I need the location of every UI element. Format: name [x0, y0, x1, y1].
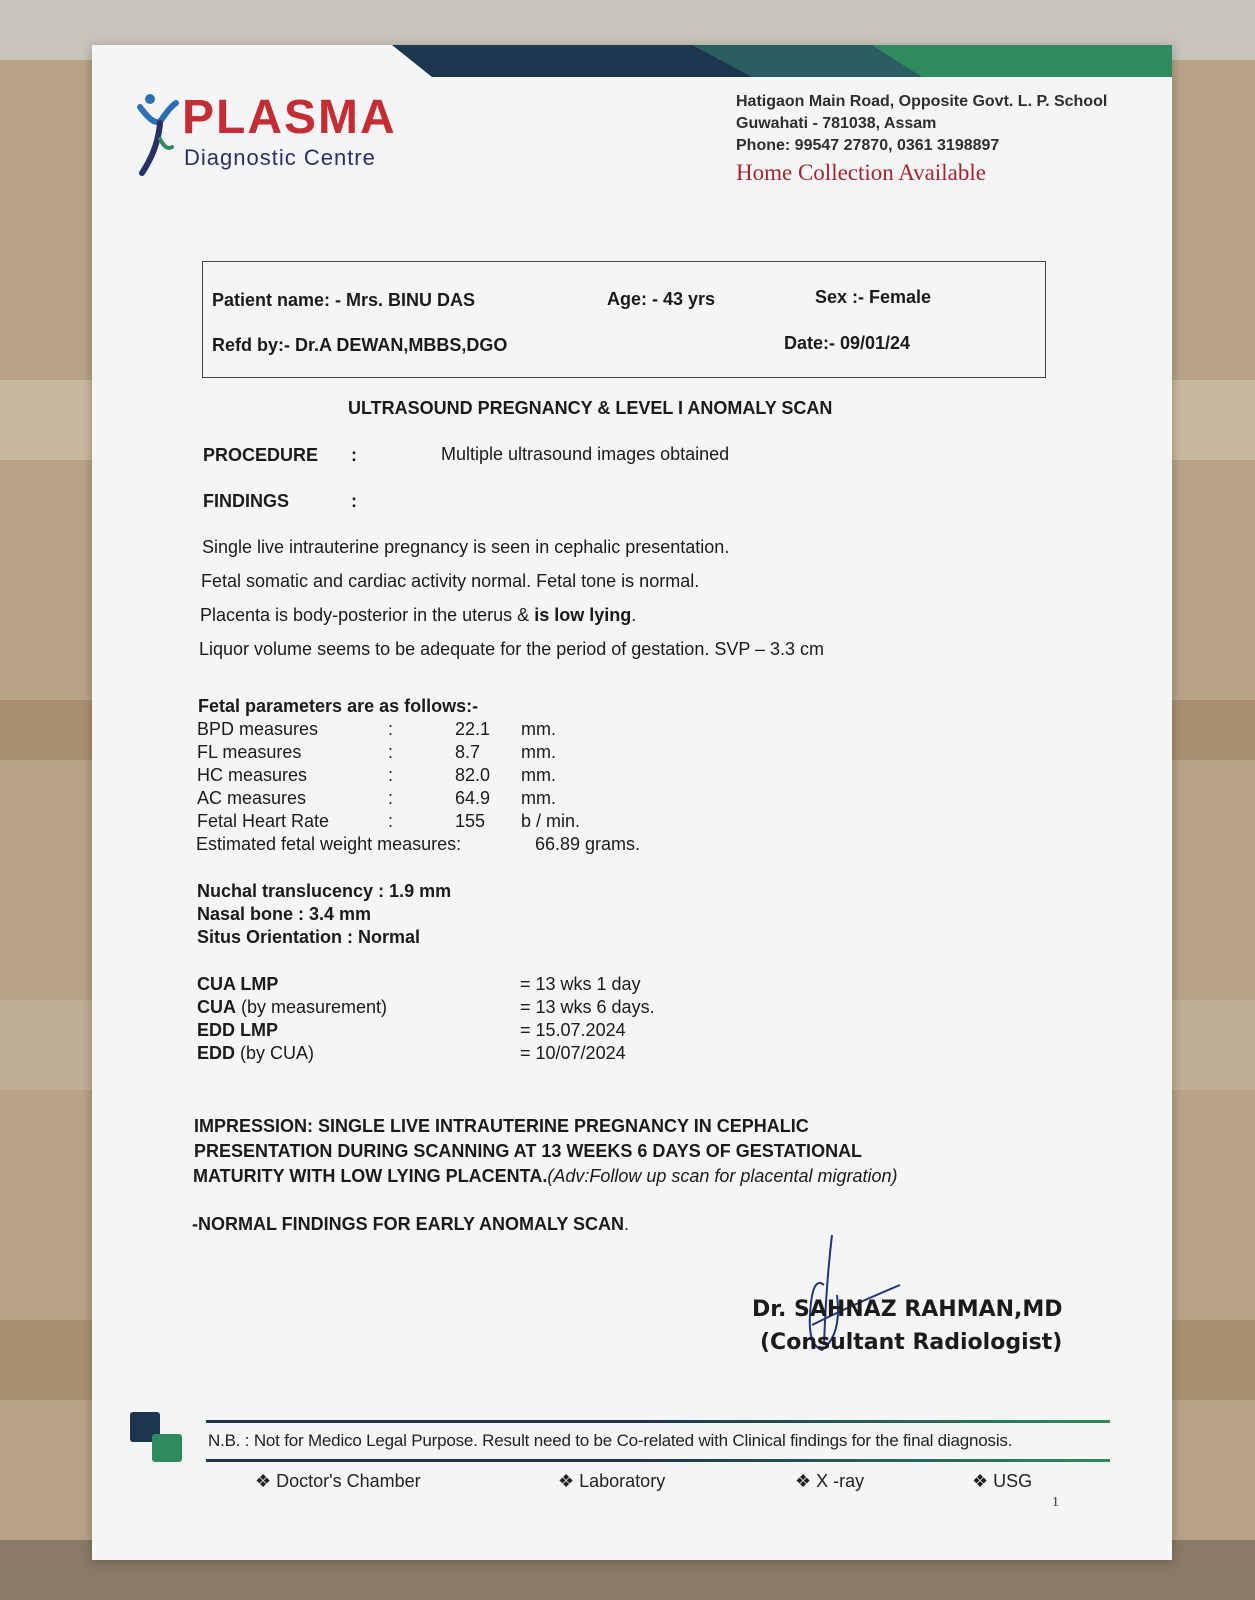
- liquor-finding: Liquor volume seems to be adequate for the period of gestation. SVP – 3.3 cm: [199, 639, 825, 659]
- normal-findings-period: .: [624, 1214, 630, 1234]
- fetal-params-heading: Fetal parameters are as follows:-: [198, 696, 479, 716]
- address-line-1: Hatigaon Main Road, Opposite Govt. L. P. School: [736, 93, 1108, 110]
- procedure-label: PROCEDURE: [203, 445, 319, 465]
- header-color-band: [392, 45, 1172, 77]
- service-laboratory: ❖ Laboratory: [558, 1471, 666, 1491]
- param-value: 82.0: [455, 765, 491, 785]
- date-row-key: CUA: [197, 997, 236, 1017]
- date-row-value: = 13 wks 6 days.: [520, 997, 655, 1017]
- date-row-label: [197, 997, 387, 1018]
- date-row-qualifier: (by CUA): [235, 1043, 315, 1063]
- patient-sex: Sex :- Female: [815, 287, 932, 307]
- placenta-low-lying: is low lying: [534, 605, 632, 625]
- param-value: 22.1: [455, 719, 491, 739]
- param-sep: :: [388, 765, 394, 785]
- impression-line: PRESENTATION DURING SCANNING AT 13 WEEKS 6 DAYS OF GESTATIONAL: [194, 1141, 863, 1161]
- service-xray: ❖ X -ray: [795, 1471, 865, 1491]
- referred-by: Refd by:- Dr.A DEWAN,MBBS,DGO: [212, 335, 508, 355]
- footer-rule-top: [206, 1420, 1110, 1423]
- brand-subtitle: Diagnostic Centre: [184, 145, 376, 170]
- finding-line: Single live intrauterine pregnancy is seen in cephalic presentation.: [202, 537, 730, 557]
- impression-line-last: [193, 1166, 897, 1187]
- footer-rule-bottom: [206, 1459, 1110, 1462]
- address-line-2: Guwahati - 781038, Assam: [736, 115, 937, 132]
- param-value: 8.7: [455, 742, 481, 762]
- placenta-text: Placenta is body-posterior in the uterus &: [200, 605, 535, 625]
- param-unit: mm.: [521, 742, 556, 762]
- param-label: AC measures: [197, 788, 307, 808]
- param-unit: mm.: [521, 719, 556, 739]
- patient-name: Patient name: - Mrs. BINU DAS: [212, 290, 476, 310]
- procedure-colon: :: [351, 445, 357, 465]
- footer-disclaimer: N.B. : Not for Medico Legal Purpose. Result need to be Co-related with Clinical findings for the final diagnosis.: [208, 1431, 1013, 1450]
- situs-orientation: Situs Orientation : Normal: [197, 927, 421, 947]
- date-row-value: = 10/07/2024: [520, 1043, 626, 1063]
- service-usg: ❖ USG: [972, 1471, 1033, 1491]
- procedure-value: Multiple ultrasound images obtained: [441, 444, 730, 464]
- date-row-label: [197, 974, 278, 995]
- placenta-finding: [200, 605, 636, 626]
- param-value: 64.9: [455, 788, 491, 808]
- param-unit: mm.: [521, 788, 556, 808]
- runner-logo-icon: [136, 89, 186, 177]
- date-row-label: [197, 1043, 314, 1064]
- report-date: Date:- 09/01/24: [784, 333, 911, 353]
- date-row-qualifier: (by measurement): [236, 997, 388, 1017]
- param-label: HC measures: [197, 765, 308, 785]
- report-title: ULTRASOUND PREGNANCY & LEVEL I ANOMALY SCAN: [348, 398, 833, 418]
- brand-name: PLASMA: [182, 91, 397, 144]
- date-row-value: = 13 wks 1 day: [520, 974, 641, 994]
- param-value: 155: [455, 811, 486, 831]
- date-row-key: CUA LMP: [197, 974, 279, 994]
- param-sep: :: [388, 719, 394, 739]
- param-unit: mm.: [521, 765, 556, 785]
- impression-line: IMPRESSION: SINGLE LIVE INTRAUTERINE PREGNANCY IN CEPHALIC: [194, 1116, 809, 1136]
- param-sep: :: [388, 811, 394, 831]
- param-sep: :: [388, 742, 394, 762]
- impression-text: MATURITY WITH LOW LYING PLACENTA.: [193, 1166, 548, 1186]
- param-label: FL measures: [197, 742, 302, 762]
- nuchal-translucency: Nuchal translucency : 1.9 mm: [197, 881, 452, 901]
- param-sep: :: [388, 788, 394, 808]
- param-unit: b / min.: [521, 811, 581, 831]
- footer-logo-squares-icon: [130, 1412, 190, 1464]
- clinic-address-block: [736, 91, 1156, 186]
- patient-age: Age: - 43 yrs: [607, 289, 716, 309]
- date-row-key: EDD LMP: [197, 1020, 278, 1040]
- placenta-period: .: [631, 605, 637, 625]
- param-label: Fetal Heart Rate: [197, 811, 330, 831]
- service-doctors-chamber: ❖ Doctor's Chamber: [255, 1471, 421, 1491]
- date-row-label: [197, 1020, 278, 1041]
- impression-advice: (Adv:Follow up scan for placental migration): [547, 1166, 898, 1186]
- findings-colon: :: [351, 491, 357, 511]
- patient-info-box: [202, 261, 1046, 378]
- phone-line: Phone: 99547 27870, 0361 3198897: [736, 137, 1000, 154]
- date-row-value: = 15.07.2024: [520, 1020, 626, 1040]
- efw-label: Estimated fetal weight measures:: [196, 834, 462, 854]
- signatory-role: (Consultant Radiologist): [760, 1330, 1063, 1355]
- clinic-logo: [136, 89, 426, 179]
- report-paper: [92, 45, 1172, 1560]
- signatory-name: Dr. SAHNAZ RAHMAN,MD: [752, 1297, 1063, 1322]
- page-number: 1: [1052, 1495, 1059, 1510]
- normal-findings-line: [192, 1214, 629, 1235]
- finding-line: Fetal somatic and cardiac activity normal. Fetal tone is normal.: [201, 571, 700, 591]
- param-label: BPD measures: [197, 719, 319, 739]
- date-row-key: EDD: [197, 1043, 236, 1063]
- home-collection-note: Home Collection Available: [736, 160, 986, 185]
- normal-findings-text: -NORMAL FINDINGS FOR EARLY ANOMALY SCAN: [192, 1214, 625, 1234]
- nasal-bone: Nasal bone : 3.4 mm: [197, 904, 372, 924]
- efw-value: 66.89 grams.: [535, 834, 641, 854]
- findings-label: FINDINGS: [203, 491, 290, 511]
